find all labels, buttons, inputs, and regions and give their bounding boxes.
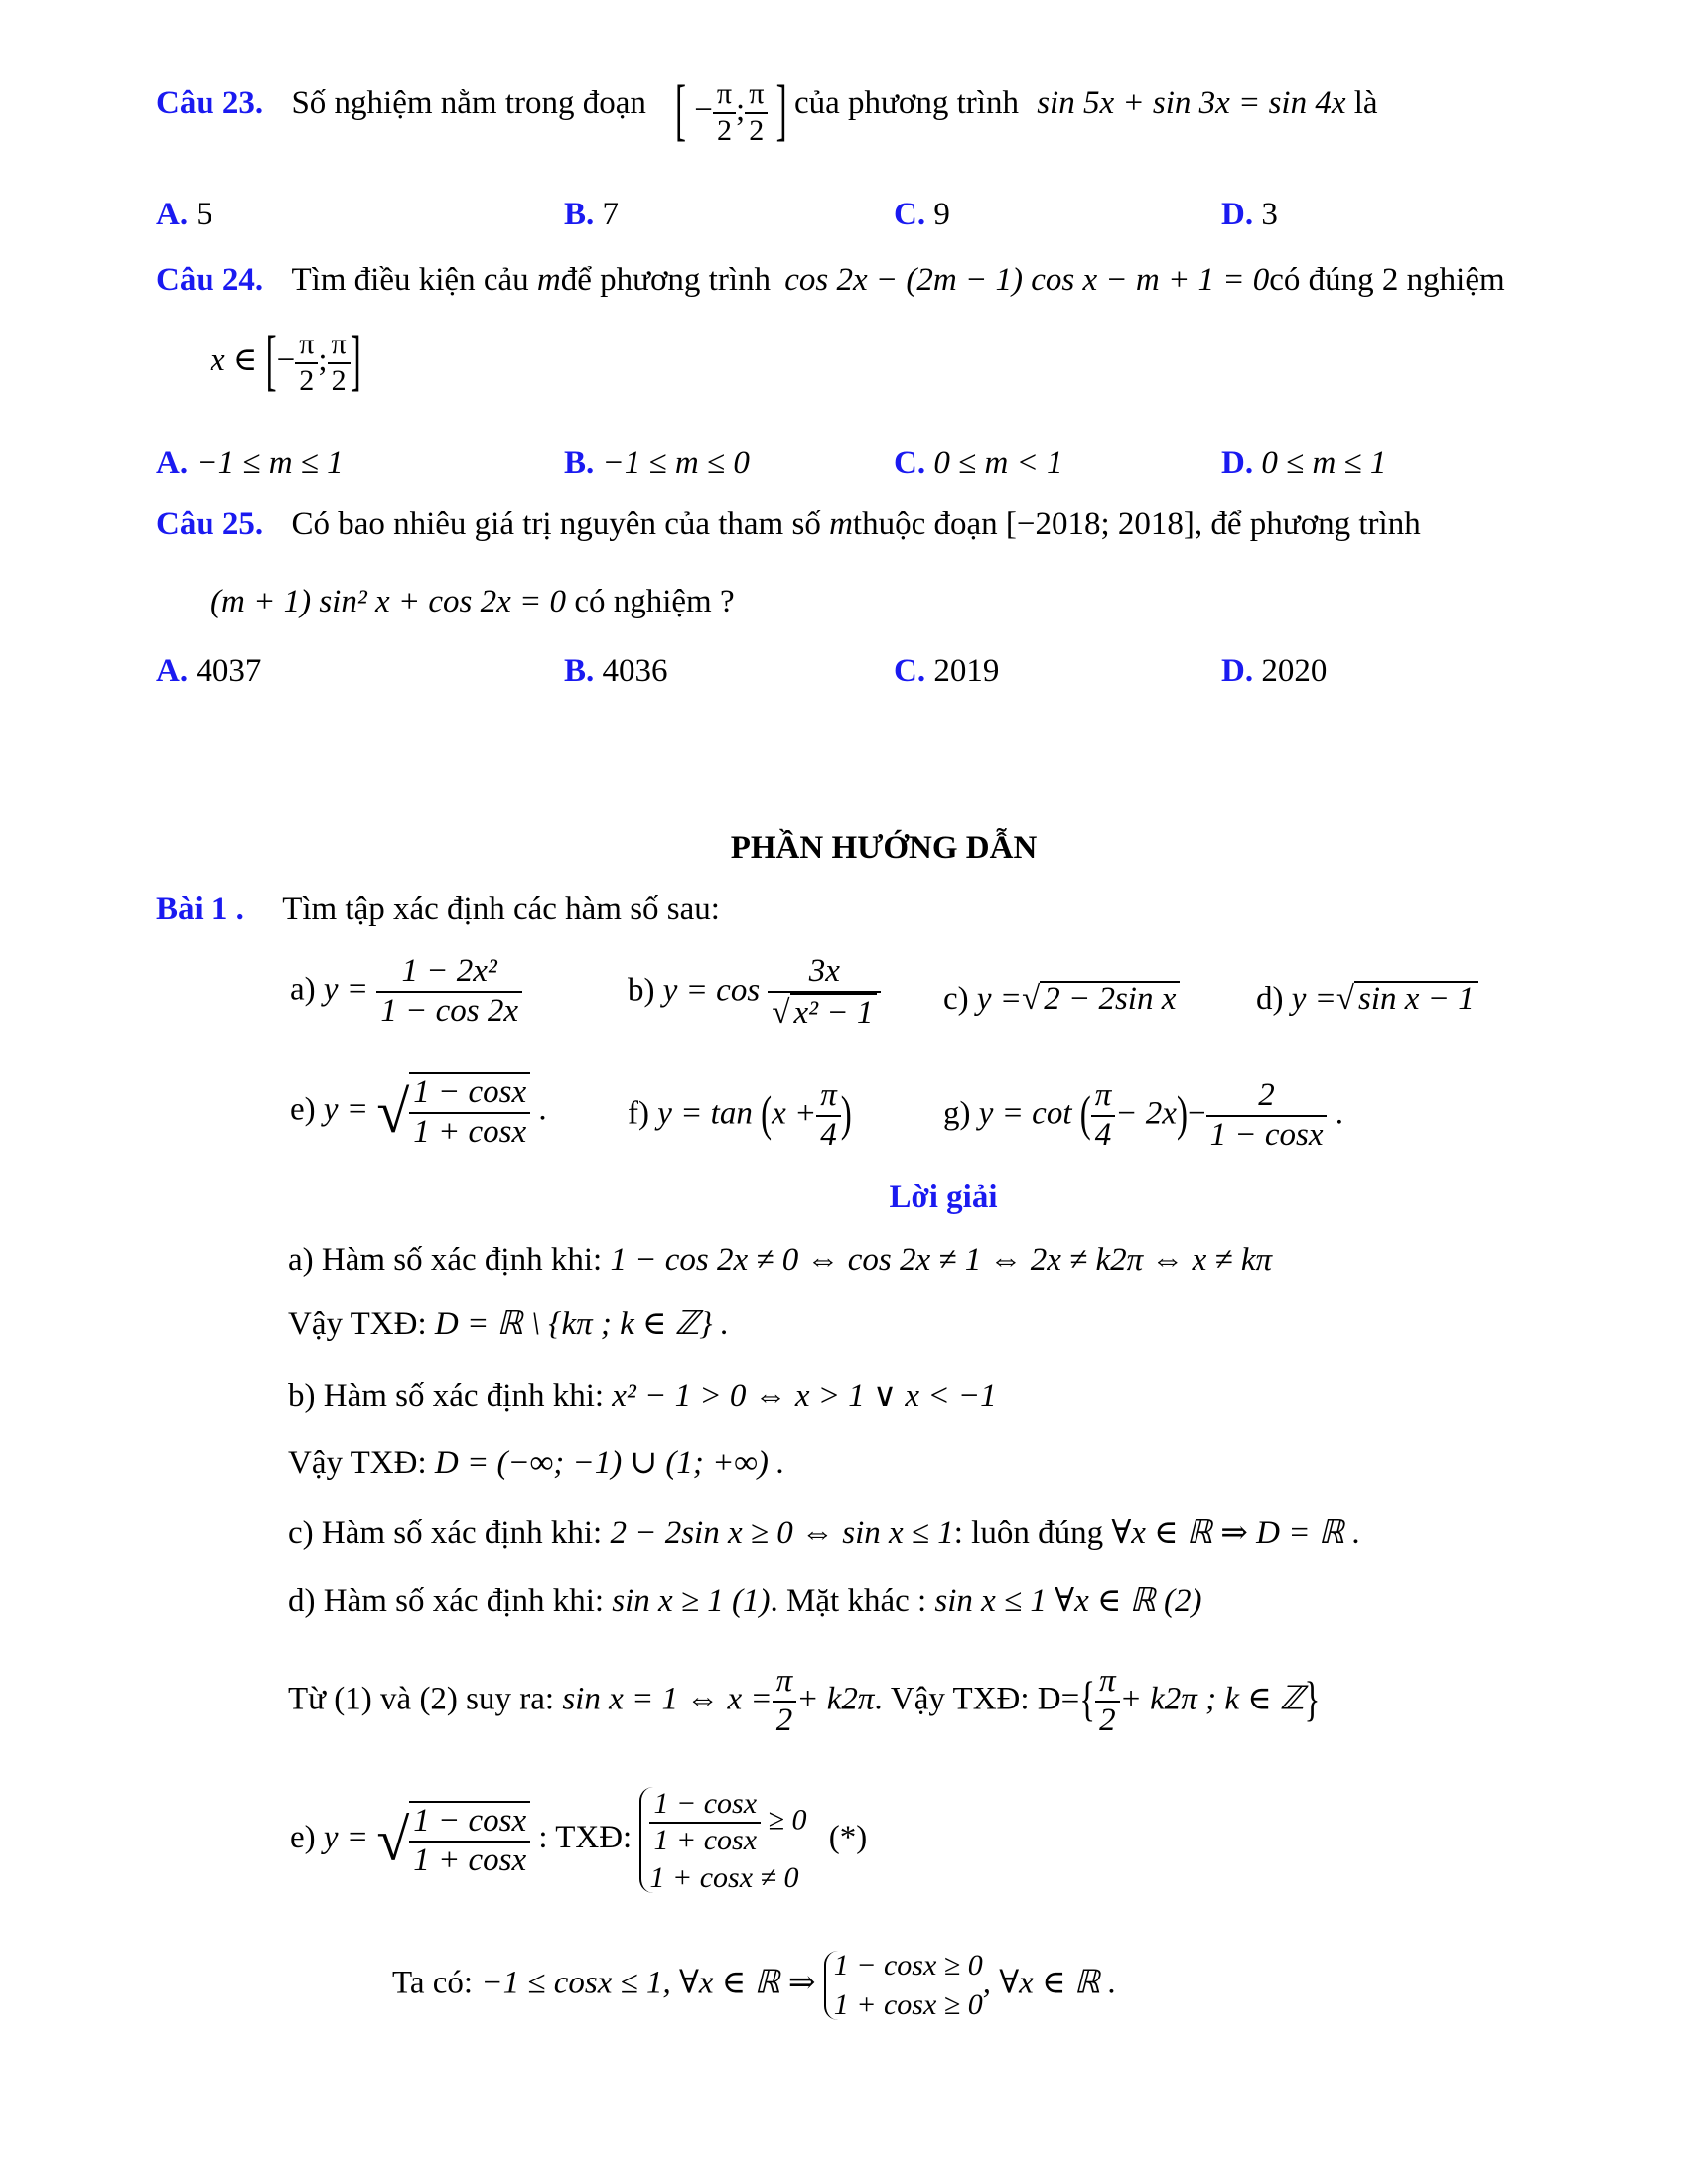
solution-title: Lời giải xyxy=(889,1179,998,1215)
option-a[interactable]: A. −1 ≤ m ≤ 1 xyxy=(156,445,344,480)
func-e: e) y = √ $\frac{1 - \cos x}{1 + \cos x}$ . xyxy=(290,1074,547,1150)
option-d[interactable]: D. 3 xyxy=(1221,197,1278,232)
question-label: Câu 25. xyxy=(156,506,264,542)
func-d: d) y =√ sin x − 1 xyxy=(1256,981,1478,1016)
option-b[interactable]: B. 4036 xyxy=(564,653,668,689)
func-b: b) y = cos $\frac{3x}{\text{√ x² − 1}}$ xyxy=(628,953,881,1032)
func-c: c) y =√ 2 − 2sin x xyxy=(943,981,1180,1016)
question-25: Câu 25. Có bao nhiêu giá trị nguyên của tham số mthuộc đoạn [−2018; 2018], để phương trình xyxy=(156,506,1421,542)
option-b[interactable]: B. −1 ≤ m ≤ 0 xyxy=(564,445,750,480)
option-b[interactable]: B. 7 xyxy=(564,197,620,232)
sol-c-1: c) Hàm số xác định khi: 2 − 2sin x ≥ 0 ⇔ sin x ≤ 1: luôn đúng ∀x ∈ ℝ ⇒ D = ℝ . xyxy=(288,1515,1361,1551)
sol-d-2: Từ (1) và (2) suy ra: sin x = 1 ⇔ x = $\frac{\pi}{2}$ + k2π. Vậy TXĐ: D={ $\frac{\pi}{2}$ + k2π ; k ∈ ℤ} xyxy=(288,1663,1321,1738)
question-24: Câu 24. Tìm điều kiện cảu mđể phương trình cos 2x − (2m − 1) cos x − m + 1 = 0có đúng 2 nghiệm xyxy=(156,262,1505,298)
section-title: PHẦN HƯỚNG DẪN xyxy=(730,830,1038,866)
func-f: f) y = tan (x + $\frac{\pi}{4}$ ) xyxy=(628,1077,852,1153)
question-23-tail: của phương trình sin 5x + sin 3x = sin 4x là xyxy=(794,85,1378,121)
equation: (m + 1) sin² x + cos 2x = 0 xyxy=(211,584,567,619)
func-g: g) y = cot ( $\frac{\pi}{4}$ − 2x)− $\frac{2}{1 - \cos x}$ . xyxy=(943,1077,1343,1153)
equation: cos 2x − (2m − 1) cos x − m + 1 = 0 xyxy=(784,262,1270,298)
option-d[interactable]: D. 0 ≤ m ≤ 1 xyxy=(1221,445,1387,480)
sol-b-2: Vậy TXĐ: D = (−∞; −1) ∪ (1; +∞) . xyxy=(288,1445,785,1481)
option-c[interactable]: C. 0 ≤ m < 1 xyxy=(894,445,1063,480)
option-d[interactable]: D. 2020 xyxy=(1221,653,1328,689)
question-label: Câu 23. xyxy=(156,85,264,121)
option-c[interactable]: C. 2019 xyxy=(894,653,1000,689)
sol-e-1: e) y = √ $\frac{1 - \cos x}{1 + \cos x}$ : TXĐ: $\frac{1 - \cos x}{1 + \cos x}$ ≥ 0 1 + cosx ≠ 0 (*) xyxy=(290,1787,868,1894)
question-text: Số nghiệm nằm trong đoạn xyxy=(291,85,646,121)
question-label: Câu 24. xyxy=(156,262,264,298)
sol-b-1: b) Hàm số xác định khi: x² − 1 > 0 ⇔ x > 1 ∨ x < −1 xyxy=(288,1378,997,1414)
sol-a-1: a) Hàm số xác định khi: 1 − cos 2x ≠ 0 ⇔ cos 2x ≠ 1 ⇔ 2x ≠ k2π ⇔ x ≠ kπ xyxy=(288,1242,1273,1278)
sol-a-2: Vậy TXĐ: D = ℝ \ {kπ ; k ∈ ℤ} . xyxy=(288,1306,729,1342)
question-25-eq: (m + 1) sin² x + cos 2x = 0 có nghiệm ? xyxy=(211,584,735,619)
domain-24: x ∈ [− $\frac{\pi}{2}$ ; $\frac{\pi}{2}$ ] xyxy=(211,324,361,400)
func-a: a) y = $\frac{\text{1 − 2x²}}{1 - \cos 2x}$ xyxy=(290,953,522,1030)
interval-23: [ − $\frac{\pi}{2}$ ; $\frac{\pi}{2}$ ] xyxy=(675,73,787,150)
option-a[interactable]: A. 4037 xyxy=(156,653,262,689)
question-23 xyxy=(156,87,646,120)
sol-d-1: d) Hàm số xác định khi: sin x ≥ 1 (1). Mặt khác : sin x ≤ 1 ∀x ∈ ℝ (2) xyxy=(288,1583,1202,1619)
equation: sin 5x + sin 3x = sin 4x xyxy=(1037,85,1346,121)
option-a[interactable]: A. 5 xyxy=(156,197,212,232)
option-c[interactable]: C. 9 xyxy=(894,197,950,232)
bai-1: Bài 1 . Tìm tập xác định các hàm số sau: xyxy=(156,891,720,927)
sol-e-2: Ta có: −1 ≤ cosx ≤ 1, ∀x ∈ ℝ ⇒ 1 − cosx ≥ 0 1 + cosx ≥ 0 , ∀x ∈ ℝ . xyxy=(392,1949,1117,2021)
